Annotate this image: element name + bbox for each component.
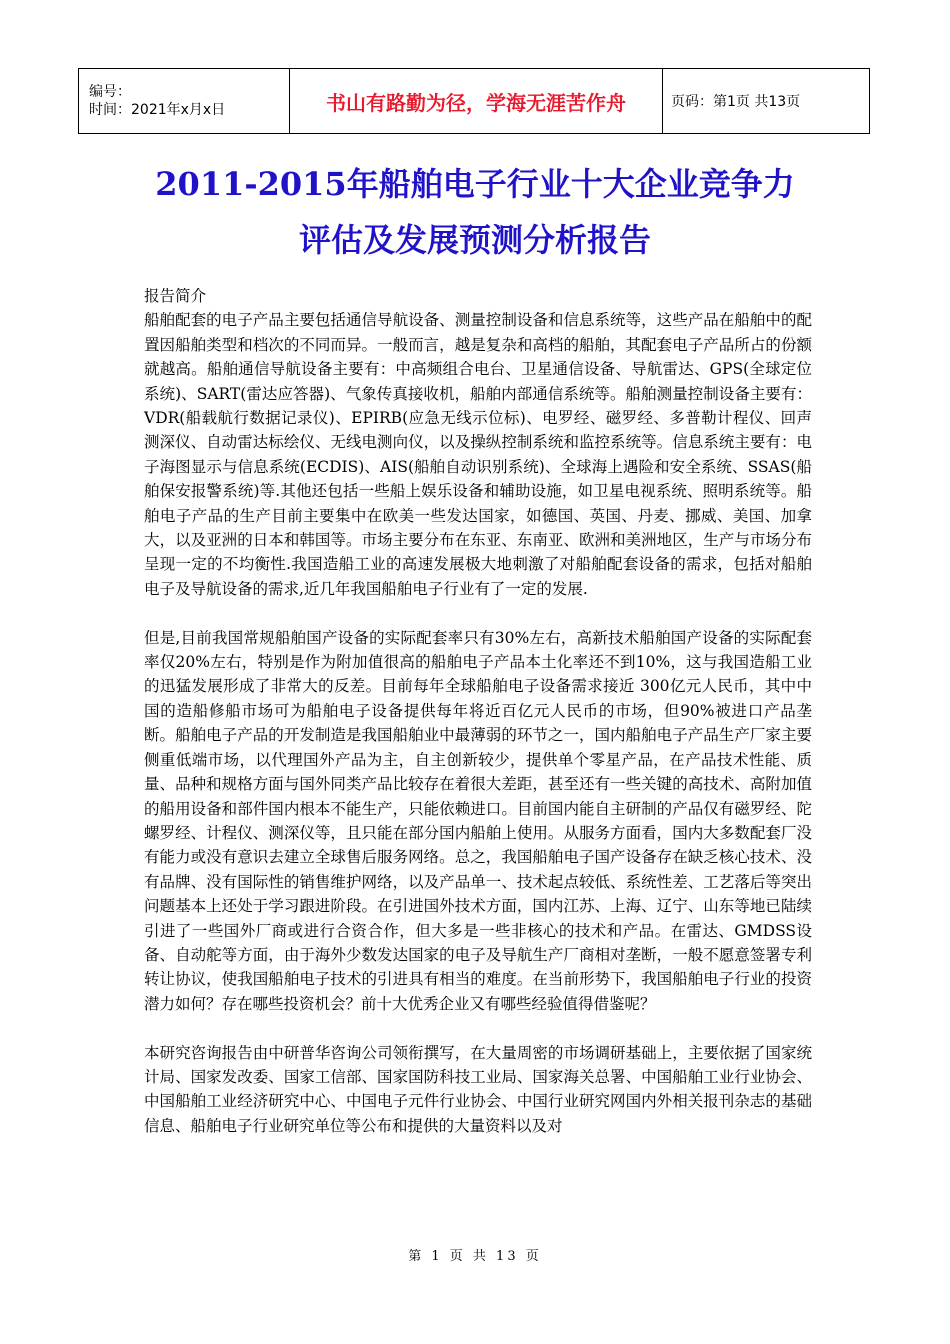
body-paragraph-1: 船舶配套的电子产品主要包括通信导航设备、测量控制设备和信息系统等，这些产品在船舶中的配置因船舶类型和档次的不同而异。一般而言，越是复杂和高档的船舶，其配套电子产品所占的份额就越高。船舶通信导航设备主要有：中高频组合电台、卫星通信设备、导航雷达、GPS(全球定位系统)、SART(雷达应答器)、气象传真接收机，船舶内部通信系统等。船舶测量控制设备主要有：VDR(船载航行数据记录仪)、EPIRB(应急无线示位标)、电罗经、磁罗经、多普勒计程仪、回声测深仪、自动雷达标绘仪、无线电测向仪，以及操纵控制系统和监控系统等。信息系统主要有：电子海图显示与信息系统(ECDIS)、AIS(船舶自动识别系统)、全球海上遇险和安全系统、SSAS(船舶保安报警系统)等.其他还包括一些船上娱乐设备和辅助设施，如卫星电视系统、照明系统等。船舶电子产品的生产目前主要集中在欧美一些发达国家，如德国、英国、丹麦、挪威、美国、加拿大，以及亚洲的日本和韩国等。市场主要分布在东亚、东南亚、欧洲和美洲地区，生产与市场分布呈现一定的不均衡性.我国造船工业的高速发展极大地刺激了对船舶配套设备的需求，包括对船舶电子及导航设备的需求,近几年我国船舶电子行业有了一定的发展. [144, 311, 812, 598]
header-info-cell [79, 69, 290, 134]
section-heading: 报告简介 [144, 287, 207, 305]
header-motto: 书山有路勤为径，学海无涯苦作舟 [290, 69, 663, 134]
header-page-number: 页码：第1页 共13页 [663, 69, 870, 134]
document-body [144, 284, 812, 1138]
document-header-table [78, 68, 870, 134]
body-paragraph-2: 但是,目前我国常规船舶国产设备的实际配套率只有30%左右，高新技术船舶国产设备的实际配套率仅20%左右，特别是作为附加值很高的船舶电子产品本土化率还不到10%，这与我国造船工业的迅猛发展形成了非常大的反差。目前每年全球船舶电子设备需求接近 300亿元人民币，其中中国的造船修船市场可为船舶电子设备提供每年将近百亿元人民币的市场，但90%被进口产品垄断。船舶电子产品的开发制造是我国船舶业中最薄弱的环节之一，国内船舶电子产品生产厂家主要侧重低端市场，以代理国外产品为主，自主创新较少，提供单个零星产品，在产品技术性能、质量、品种和规格方面与国外同类产品比较存在着很大差距，甚至还有一些关键的高技术、高附加值的船用设备和部件国内根本不能生产，只能依赖进口。目前国内能自主研制的产品仅有磁罗经、陀螺罗经、计程仪、测深仪等，且只能在部分国内船舶上使用。从服务方面看，国内大多数配套厂没有能力或没有意识去建立全球售后服务网络。总之，我国船舶电子国产设备存在缺乏核心技术、没有品牌、没有国际性的销售维护网络，以及产品单一、技术起点较低、系统性差、工艺落后等突出问题基本上还处于学习跟进阶段。在引进国外技术方面，国内江苏、上海、辽宁、山东等地已陆续引进了一些国外厂商或进行合资合作，但大多是一些非核心的技术和产品。在雷达、GMDSS设备、自动舵等方面，由于海外少数发达国家的电子及导航生产厂商相对垄断，一般不愿意签署专利转让协议，使我国船舶电子技术的引进具有相当的难度。在当前形势下，我国船舶电子行业的投资潜力如何？存在哪些投资机会？前十大优秀企业又有哪些经验值得借鉴呢？ [144, 628, 812, 1013]
body-paragraph-3: 本研究咨询报告由中研普华咨询公司领衔撰写，在大量周密的市场调研基础上，主要依据了国家统计局、国家发改委、国家工信部、国家国防科技工业局、国家海关总署、中国船舶工业行业协会、中国船舶工业经济研究中心、中国电子元件行业协会、中国行业研究网国内外相关报刊杂志的基础信息、船舶电子行业研究单位等公布和提供的大量资料以及对 [144, 1043, 812, 1135]
document-number-label: 编号： [89, 84, 131, 100]
title-line-1: 2011-2015年船舶电子行业十大企业竞争力 [155, 165, 795, 203]
page-footer: 第 1 页 共 13 页 [408, 1249, 542, 1264]
document-title [0, 156, 950, 268]
document-time-label: 时间：2021年x月x日 [89, 102, 226, 118]
title-line-2: 评估及发展预测分析报告 [298, 221, 651, 259]
